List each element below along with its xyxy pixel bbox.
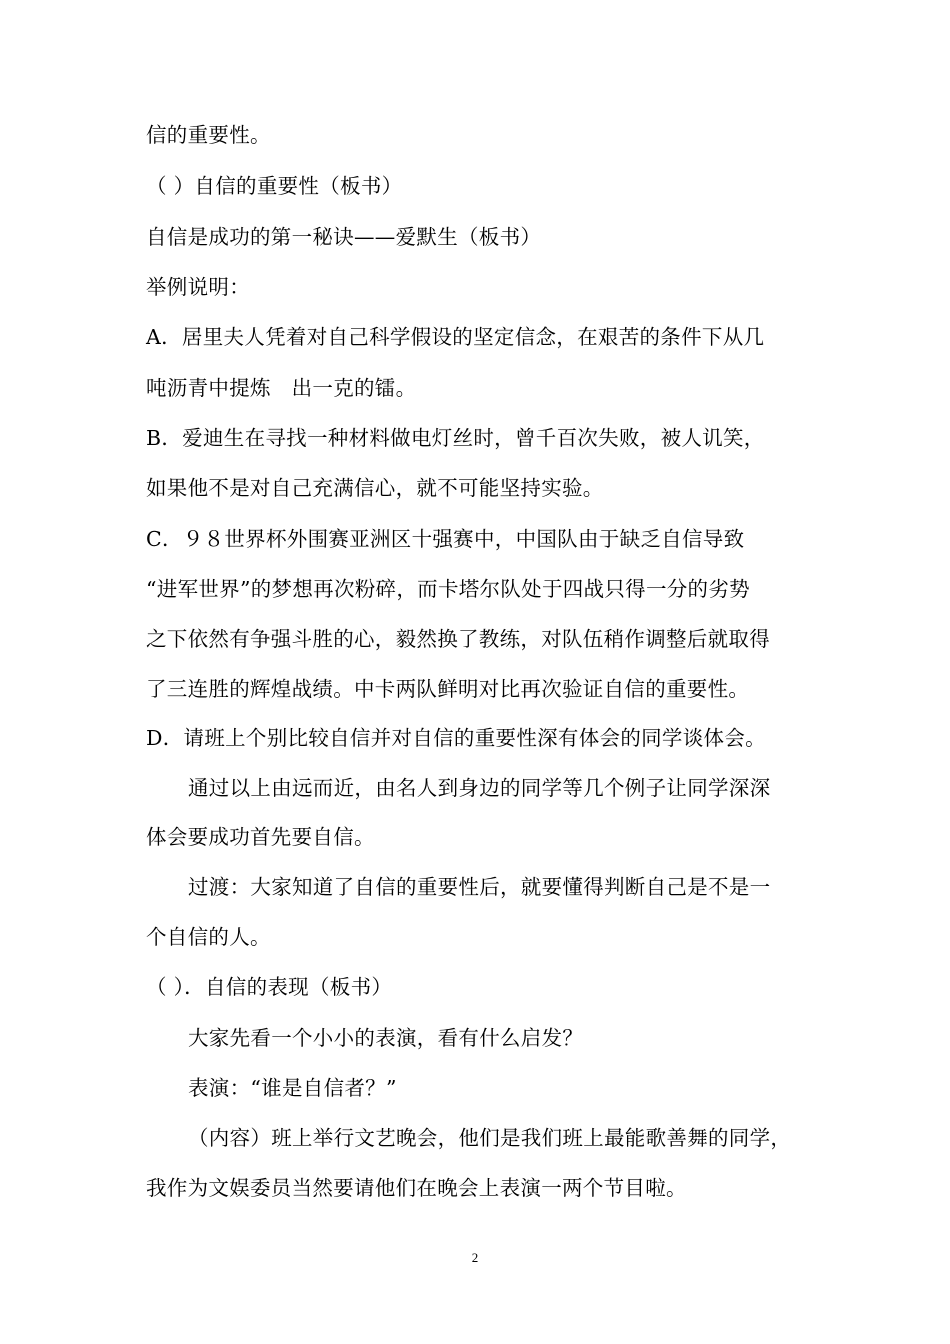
transition-line: 过渡：大家知道了自信的重要性后，就要懂得判断自己是不是一 — [188, 875, 771, 899]
example-a-line: 吨沥青中提炼 出一克的镭。 — [146, 376, 417, 400]
example-b-line: B．爱迪生在寻找一种材料做电灯丝时，曾千百次失败，被人讥笑， — [146, 426, 765, 450]
example-a-line: A．居里夫人凭着对自己科学假设的坚定信念，在艰苦的条件下从几 — [146, 325, 765, 349]
example-c-line: 之下依然有争强斗胜的心，毅然换了教练，对队伍稍作调整后就取得 — [146, 627, 770, 651]
paragraph-line: 我作为文娱委员当然要请他们在晚会上表演一两个节目啦。 — [146, 1176, 687, 1200]
example-c-line: “进军世界”的梦想再次粉碎，而卡塔尔队处于四战只得一分的劣势 — [146, 577, 750, 601]
paragraph-line: （内容）班上举行文艺晚会，他们是我们班上最能歌善舞的同学， — [188, 1126, 792, 1150]
paragraph-line: 通过以上由远而近，由名人到身边的同学等几个例子让同学深深 — [188, 776, 771, 800]
paragraph-line: 体会要成功首先要自信。 — [146, 825, 375, 849]
text-line: 举例说明： — [146, 275, 250, 299]
page-number: 2 — [471, 1250, 479, 1265]
section-heading: （ ）．自信的表现（板书） — [146, 975, 393, 999]
paragraph-line: 大家先看一个小小的表演，看有什么启发？ — [188, 1026, 584, 1050]
example-b-line: 如果他不是对自己充满信心，就不可能坚持实验。 — [146, 476, 604, 500]
text-line: 信的重要性。 — [146, 123, 271, 147]
transition-line: 个自信的人。 — [146, 925, 271, 949]
section-heading: （ ）自信的重要性（板书） — [146, 174, 403, 198]
text-line: 自信是成功的第一秘诀——爱默生（板书） — [146, 225, 542, 249]
example-d-line: D．请班上个别比较自信并对自信的重要性深有体会的同学谈体会。 — [146, 726, 766, 750]
paragraph-line: 表演：“谁是自信者？” — [188, 1076, 397, 1100]
example-c-line: C．９８世界杯外围赛亚洲区十强赛中，中国队由于缺乏自信导致 — [146, 527, 745, 551]
example-c-line: 了三连胜的辉煌战绩。中卡两队鲜明对比再次验证自信的重要性。 — [146, 677, 750, 701]
